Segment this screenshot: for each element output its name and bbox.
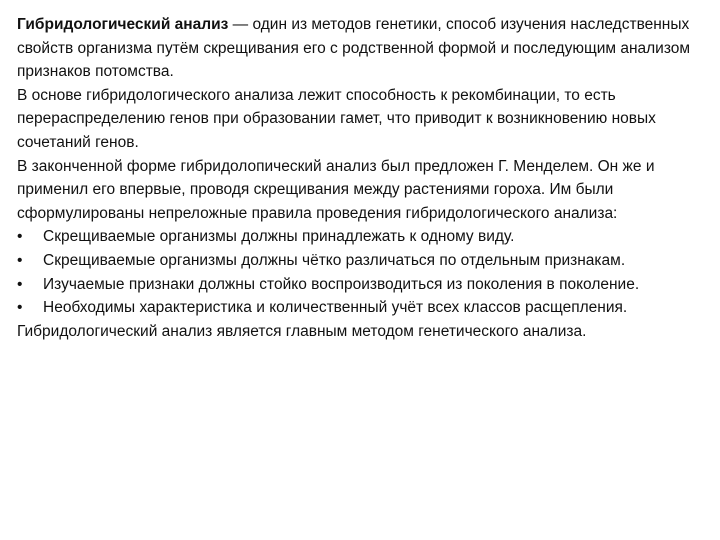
rule-text: Изучаемые признаки должны стойко воспроизводиться из поколения в поколение. — [43, 275, 640, 293]
list-item — [17, 249, 710, 273]
basis-paragraph: В основе гибридологического анализа лежит способность к рекомбинации, то есть перераспределению генов при образовании гамет, что приводит к возникновению новых сочетаний генов. — [17, 86, 656, 151]
rule-text: Скрещиваемые организмы должны чётко различаться по отдельным признакам. — [43, 251, 626, 269]
rules-list — [17, 225, 710, 319]
rule-text: Скрещиваемые организмы должны принадлежать к одному виду. — [43, 228, 515, 246]
bullet-icon: • — [17, 251, 23, 269]
bullet-icon: • — [17, 228, 23, 246]
history-text: В законченной форме гибридолопический анализ был предложен Г. Менделем. Он же и применил его впервые, проводя скрещивания между растениями гороха. Им были сформулированы непреложные правила проведения гибридологического анализа: — [17, 157, 655, 222]
conclusion-paragraph: Гибридологический анализ является главным методом генетического анализа. — [17, 322, 587, 340]
term-heading: Гибридологический анализ — [17, 16, 229, 33]
bullet-icon: • — [17, 275, 23, 293]
rule-text: Необходимы характеристика и количественный учёт всех классов расщепления. — [43, 299, 628, 317]
list-item — [17, 273, 710, 297]
intro-definition: — один из методов генетики, способ изучения наследственных свойств организма путём скрещивания его с родственной формой и последующим анализом признаков потомства. — [17, 16, 691, 81]
list-item — [17, 296, 710, 320]
history-paragraph — [17, 155, 710, 226]
bullet-icon: • — [17, 299, 23, 317]
intro-paragraph — [17, 13, 710, 84]
list-item — [17, 225, 710, 249]
